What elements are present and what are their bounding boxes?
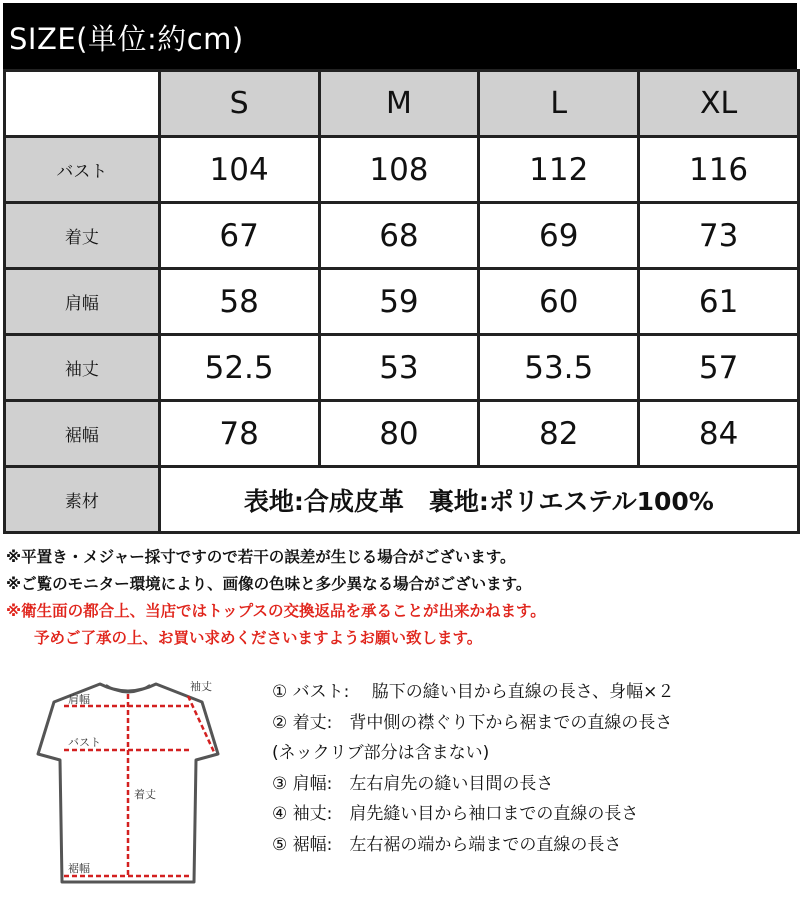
legend-item: ① バスト: 脇下の縫い目から直線の長さ、身幅×２ bbox=[272, 682, 675, 702]
table-row-shoulder bbox=[5, 269, 799, 335]
table-cell: 52.5 bbox=[159, 335, 319, 401]
table-row-length bbox=[5, 203, 799, 269]
table-cell: 116 bbox=[639, 137, 799, 203]
table-cell: 57 bbox=[639, 335, 799, 401]
note-acknowledge: 予めご了承の上、お買い求めくださいますようお願い致します。 bbox=[34, 629, 483, 647]
table-cell: 69 bbox=[479, 203, 639, 269]
diagram-label-sleeve: 袖丈 bbox=[190, 680, 212, 693]
table-cell: 53.5 bbox=[479, 335, 639, 401]
title-bar bbox=[3, 3, 797, 69]
note-measurement: ※平置き・メジャー採寸ですので若干の誤差が生じる場合がございます。 bbox=[6, 548, 516, 566]
diagram-label-length: 着丈 bbox=[134, 788, 156, 801]
size-header-row bbox=[5, 71, 799, 137]
size-header-m: M bbox=[319, 71, 479, 137]
measurement-legend bbox=[272, 677, 792, 860]
row-label-material: 素材 bbox=[5, 467, 160, 533]
table-cell: 53 bbox=[319, 335, 479, 401]
note-no-returns: ※衛生面の都合上、当店ではトップスの交換返品を承ることが出来かねます。 bbox=[6, 602, 546, 620]
row-label-shoulder: 肩幅 bbox=[5, 269, 160, 335]
table-cell: 67 bbox=[159, 203, 319, 269]
table-row-sleeve bbox=[5, 335, 799, 401]
diagram-label-shoulder: 肩幅 bbox=[68, 693, 90, 706]
table-cell: 68 bbox=[319, 203, 479, 269]
table-cell: 61 bbox=[639, 269, 799, 335]
size-header-xl: XL bbox=[639, 71, 799, 137]
row-label-length: 着丈 bbox=[5, 203, 160, 269]
size-header-l: L bbox=[479, 71, 639, 137]
table-cell: 78 bbox=[159, 401, 319, 467]
legend-item: (ネックリブ部分は含まない) bbox=[272, 743, 490, 763]
table-cell: 60 bbox=[479, 269, 639, 335]
table-cell: 80 bbox=[319, 401, 479, 467]
table-cell: 104 bbox=[159, 137, 319, 203]
row-label-hem: 裾幅 bbox=[5, 401, 160, 467]
legend-item: ② 着丈: 背中側の襟ぐり下から裾までの直線の長さ bbox=[272, 712, 673, 733]
page-title: SIZE(単位:約cm) bbox=[9, 22, 244, 56]
row-label-sleeve: 袖丈 bbox=[5, 335, 160, 401]
diagram-label-bust: バスト bbox=[68, 736, 101, 749]
row-label-bust: バスト bbox=[5, 137, 160, 203]
table-cell: 112 bbox=[479, 137, 639, 203]
table-row-material bbox=[5, 467, 799, 533]
note-monitor: ※ご覧のモニター環境により、画像の色味と多少異なる場合がございます。 bbox=[6, 575, 532, 593]
corner-cell bbox=[5, 71, 160, 137]
material-value: 表地:合成皮革 裏地:ポリエステル100% bbox=[159, 467, 798, 533]
table-cell: 59 bbox=[319, 269, 479, 335]
size-header-s: S bbox=[159, 71, 319, 137]
table-cell: 82 bbox=[479, 401, 639, 467]
legend-item: ④ 袖丈: 肩先縫い目から袖口までの直線の長さ bbox=[272, 804, 639, 824]
size-table bbox=[3, 69, 800, 534]
notes bbox=[6, 544, 796, 652]
table-cell: 73 bbox=[639, 203, 799, 269]
table-cell: 84 bbox=[639, 401, 799, 467]
diagram-label-hem: 裾幅 bbox=[68, 862, 90, 875]
legend-item: ③ 肩幅: 左右肩先の縫い目間の長さ bbox=[272, 773, 554, 794]
table-cell: 108 bbox=[319, 137, 479, 203]
legend-item: ⑤ 裾幅: 左右裾の端から端までの直線の長さ bbox=[272, 834, 622, 855]
table-row-hem bbox=[5, 401, 799, 467]
table-row-bust bbox=[5, 137, 799, 203]
table-cell: 58 bbox=[159, 269, 319, 335]
tshirt-diagram bbox=[22, 672, 234, 894]
